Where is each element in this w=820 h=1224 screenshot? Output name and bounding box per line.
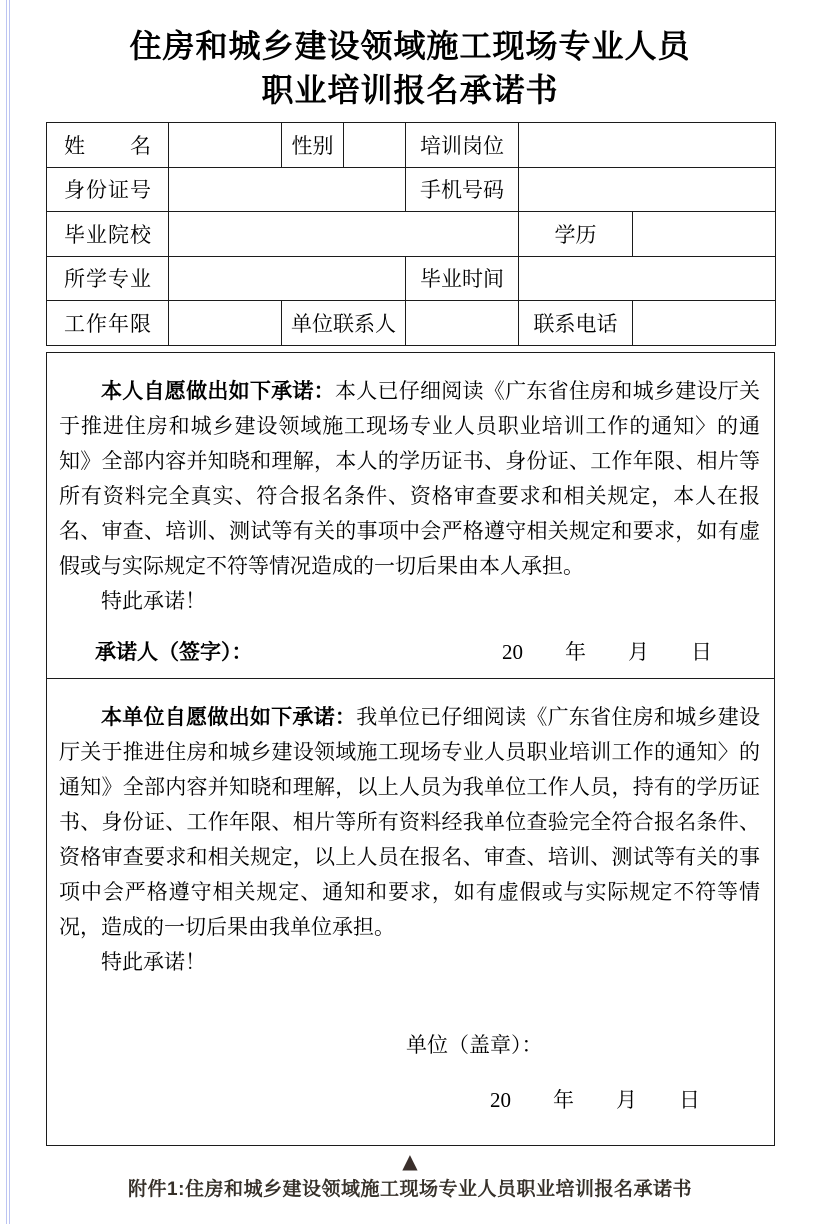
gender-label: 性别 bbox=[282, 123, 344, 168]
graduation-school-field[interactable] bbox=[169, 212, 519, 257]
table-row bbox=[47, 212, 776, 257]
table-row bbox=[47, 256, 776, 301]
personal-commitment-closing: 特此承诺！ bbox=[101, 589, 206, 613]
signer-label: 承诺人（签字）： bbox=[95, 640, 253, 664]
education-label: 学历 bbox=[519, 212, 633, 257]
page-edge-guide-line bbox=[9, 0, 10, 1224]
training-position-field[interactable] bbox=[519, 123, 776, 168]
name-field[interactable] bbox=[169, 123, 282, 168]
personal-commitment-paragraph bbox=[59, 374, 760, 584]
unit-commitment-box bbox=[46, 678, 775, 1146]
graduation-school-label: 毕业院校 bbox=[47, 212, 169, 257]
document-title-line1: 住房和城乡建设领域施工现场专业人员 bbox=[129, 28, 691, 64]
major-field[interactable] bbox=[169, 256, 406, 301]
id-number-field[interactable] bbox=[169, 167, 406, 212]
mobile-number-field[interactable] bbox=[519, 167, 776, 212]
attachment-caption: 附件1:住房和城乡建设领域施工现场专业人员职业培训报名承诺书 bbox=[128, 1179, 692, 1200]
work-years-label: 工作年限 bbox=[47, 301, 169, 346]
graduation-date-label: 毕业时间 bbox=[406, 256, 519, 301]
unit-commitment-closing: 特此承诺！ bbox=[101, 949, 206, 974]
contact-phone-label: 联系电话 bbox=[519, 301, 633, 346]
mobile-number-label: 手机号码 bbox=[406, 167, 519, 212]
personal-commitment-body: 本人已仔细阅读《广东省住房和城乡建设厅关于推进住房和城乡建设领域施工现场专业人员职业培训工作的通知〉的通知》全部内容并知晓和理解，本人的学历证书、身份证、工作年限、相片等所有资料完全真实、符合报名条件、资格审查要求和相关规定，本人在报名、审查、培训、测试等有关的事项中会严格遵守相关规定和要求，如有虚假或与实际规定不符等情况造成的一切后果由本人承担。 bbox=[59, 379, 761, 578]
major-label: 所学专业 bbox=[47, 256, 169, 301]
contact-phone-field[interactable] bbox=[633, 301, 776, 346]
document-title bbox=[0, 24, 820, 112]
graduation-date-field[interactable] bbox=[519, 256, 776, 301]
personal-signature-row bbox=[95, 635, 712, 670]
table-row bbox=[47, 123, 776, 168]
unit-commitment-lead: 本单位自愿做出如下承诺： bbox=[101, 704, 357, 729]
education-field[interactable] bbox=[633, 212, 776, 257]
table-row bbox=[47, 301, 776, 346]
training-position-label: 培训岗位 bbox=[406, 123, 519, 168]
unit-contact-label: 单位联系人 bbox=[282, 301, 406, 346]
applicant-info-table bbox=[46, 122, 776, 346]
page-edge-guide-line bbox=[6, 0, 7, 1224]
document-title-line2: 职业培训报名承诺书 bbox=[261, 72, 559, 108]
unit-commitment-body: 我单位已仔细阅读《广东省住房和城乡建设厅关于推进住房和城乡建设领域施工现场专业人员职业培训工作的通知〉的通知》全部内容并知晓和理解，以上人员为我单位工作人员，持有的学历证书、身份证、工作年限、相片等所有资料经我单位查验完全符合报名条件、资格审查要求和相关规定，以上人员在报名、审查、培训、测试等有关的事项中会严格遵守相关规定、通知和要求，如有虚假或与实际规定不符等情况，造成的一切后果由我单位承担。 bbox=[59, 704, 761, 939]
unit-contact-field[interactable] bbox=[406, 301, 519, 346]
table-row bbox=[47, 167, 776, 212]
unit-date-line: 20 年 月 日 bbox=[490, 1087, 700, 1112]
personal-date-line: 20 年 月 日 bbox=[502, 640, 712, 664]
personal-commitment-lead: 本人自愿做出如下承诺： bbox=[101, 379, 335, 403]
triangle-up-icon: ▲ bbox=[402, 1149, 418, 1173]
personal-commitment-box bbox=[46, 352, 775, 679]
gender-field[interactable] bbox=[344, 123, 406, 168]
name-label: 姓 名 bbox=[47, 123, 169, 168]
unit-stamp-label: 单位（盖章）： bbox=[406, 1032, 543, 1057]
unit-commitment-paragraph bbox=[59, 700, 760, 945]
work-years-field[interactable] bbox=[169, 301, 282, 346]
id-number-label: 身份证号 bbox=[47, 167, 169, 212]
